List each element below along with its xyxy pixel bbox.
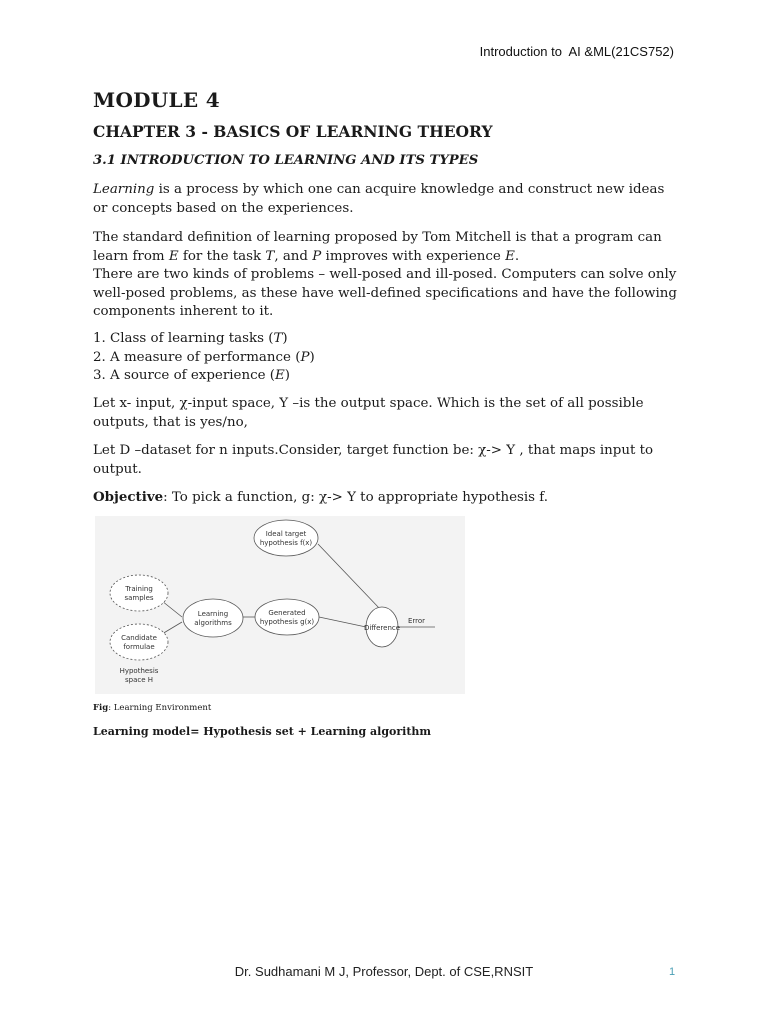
components-list xyxy=(93,330,678,386)
list-item: 2. A measure of performance (P) xyxy=(93,349,315,365)
module-title: MODULE 4 xyxy=(93,88,220,112)
candidate-formulae-node xyxy=(110,624,168,660)
learning-definition-text: is a process by which one can acquire knowledge and construct new ideas or concepts based on the experiences. xyxy=(93,182,665,216)
mitchell-definition xyxy=(93,229,678,322)
error-label: Error xyxy=(408,617,426,625)
objective-paragraph xyxy=(93,488,678,508)
generated-hypothesis-label: Generated xyxy=(268,609,306,617)
hypothesis-space-label: Hypothesis xyxy=(119,667,159,675)
objective-text: : To pick a function, g: χ-> Y to appropriate hypothesis f. xyxy=(163,490,549,505)
learning-definition xyxy=(93,181,678,218)
learning-algorithms-label: algorithms xyxy=(194,619,232,627)
list-item: 3. A source of experience (E) xyxy=(93,368,290,383)
training-samples-label: samples xyxy=(124,594,154,602)
problems-paragraph: There are two kinds of problems – well-posed and ill-posed. Computers can solve only well-posed problems, as these have well-defined specifications and have the following components inherent to it. xyxy=(93,267,677,319)
symbol-e: E xyxy=(168,248,179,264)
learning-algorithms-node xyxy=(183,599,243,637)
ideal-target-node xyxy=(254,520,318,556)
learning-term: Learning xyxy=(93,182,155,197)
figure-caption: Fig: Learning Environment xyxy=(93,703,212,713)
mitchell-text: , and xyxy=(274,248,313,264)
symbol-e: E xyxy=(505,248,515,264)
ideal-target-label: Ideal target xyxy=(265,530,307,538)
dataset-paragraph: Let D –dataset for n inputs.Consider, target function be: χ-> Y , that maps input to output. xyxy=(93,443,654,477)
chapter-title: CHAPTER 3 - BASICS OF LEARNING THEORY xyxy=(93,122,493,141)
mitchell-text: The standard definition of learning proposed by Tom Mitchell is that a program can learn from xyxy=(93,230,662,264)
mitchell-text: improves with experience xyxy=(321,248,506,264)
ideal-target-label: hypothesis f(x) xyxy=(259,539,313,547)
page-number: 1 xyxy=(669,966,676,978)
training-samples-label: Training xyxy=(125,585,153,593)
candidate-formulae-label: Candidate xyxy=(121,634,157,642)
input-space-paragraph: Let x- input, χ-input space, Y –is the output space. Which is the set of all possible outputs, that is yes/no, xyxy=(93,396,644,430)
difference-label: Difference xyxy=(363,624,401,632)
symbol-t: T xyxy=(265,248,275,264)
list-item: 1. Class of learning tasks (T) xyxy=(93,331,288,346)
objective-label: Objective xyxy=(93,489,164,505)
running-header: Introduction to AI &ML(21CS752) xyxy=(479,44,674,59)
learning-algorithms-label: Learning xyxy=(197,610,229,618)
symbol-p: P xyxy=(312,248,322,264)
generated-hypothesis-label: hypothesis g(x) xyxy=(259,618,315,626)
section-title: 3.1 INTRODUCTION TO LEARNING AND ITS TYPES xyxy=(93,153,479,168)
page-footer: Dr. Sudhamani M J, Professor, Dept. of CSE,RNSIT xyxy=(234,964,534,979)
learning-environment-diagram xyxy=(95,516,465,694)
learning-model-equation: Learning model= Hypothesis set + Learning algorithm xyxy=(93,725,432,738)
training-samples-node xyxy=(110,575,168,611)
hypothesis-space-label: space H xyxy=(124,676,154,684)
candidate-formulae-label: formulae xyxy=(123,643,155,651)
mitchell-text: for the task xyxy=(178,248,266,264)
mitchell-text: . xyxy=(514,248,520,264)
generated-hypothesis-node xyxy=(255,599,319,635)
